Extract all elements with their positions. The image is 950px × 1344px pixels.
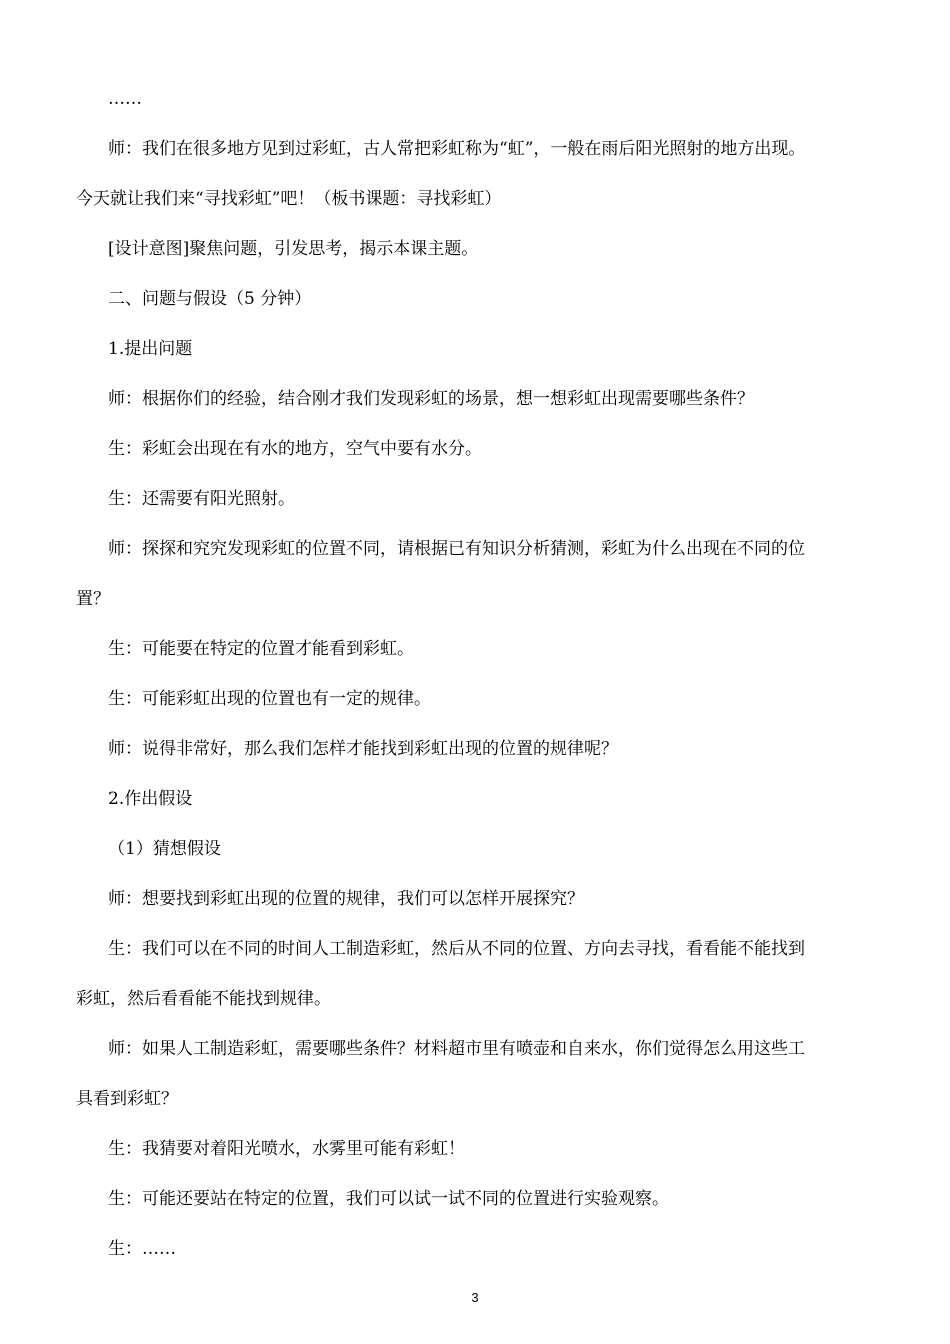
teacher-line-continued: 置？	[76, 589, 110, 609]
page-number: 3	[471, 1290, 479, 1305]
student-line: 生：可能彩虹出现的位置也有一定的规律。	[108, 689, 431, 709]
subsection-heading: 1.提出问题	[108, 339, 193, 359]
ellipsis-line: ……	[108, 89, 142, 109]
teacher-line: 师：根据你们的经验，结合刚才我们发现彩虹的场景，想一想彩虹出现需要哪些条件？	[108, 389, 754, 409]
teacher-line: 师：探探和究究发现彩虹的位置不同，请根据已有知识分析猜测，彩虹为什么出现在不同的位	[108, 539, 805, 559]
student-line: 生：彩虹会出现在有水的地方，空气中要有水分。	[108, 439, 482, 459]
section-heading: 二、问题与假设（5 分钟）	[108, 289, 312, 309]
student-line-continued: 彩虹，然后看看能不能找到规律。	[76, 989, 331, 1009]
student-line: 生：我猜要对着阳光喷水，水雾里可能有彩虹！	[108, 1139, 465, 1159]
student-line: 生：我们可以在不同的时间人工制造彩虹，然后从不同的位置、方向去寻找，看看能不能找到	[108, 939, 805, 959]
teacher-line: 师：想要找到彩虹出现的位置的规律，我们可以怎样开展探究？	[108, 889, 584, 909]
student-line: 生：还需要有阳光照射。	[108, 489, 295, 509]
design-intent: [设计意图]聚焦问题，引发思考，揭示本课主题。	[108, 239, 479, 259]
student-line: 生：可能还要站在特定的位置，我们可以试一试不同的位置进行实验观察。	[108, 1189, 669, 1209]
teacher-line-continued: 具看到彩虹？	[76, 1089, 178, 1109]
teacher-line-continued: 今天就让我们来“寻找彩虹”吧！（板书课题：寻找彩虹）	[76, 189, 502, 209]
teacher-line: 师：说得非常好，那么我们怎样才能找到彩虹出现的位置的规律呢？	[108, 739, 618, 759]
teacher-line: 师：如果人工制造彩虹，需要哪些条件？材料超市里有喷壶和自来水，你们觉得怎么用这些工	[108, 1039, 805, 1059]
student-line: 生：可能要在特定的位置才能看到彩虹。	[108, 639, 414, 659]
student-line: 生：……	[108, 1239, 176, 1259]
teacher-line: 师：我们在很多地方见到过彩虹，古人常把彩虹称为“虹”，一般在雨后阳光照射的地方出现。	[108, 139, 806, 159]
sub-subsection-heading: （1）猜想假设	[108, 839, 221, 859]
subsection-heading: 2.作出假设	[108, 789, 193, 809]
